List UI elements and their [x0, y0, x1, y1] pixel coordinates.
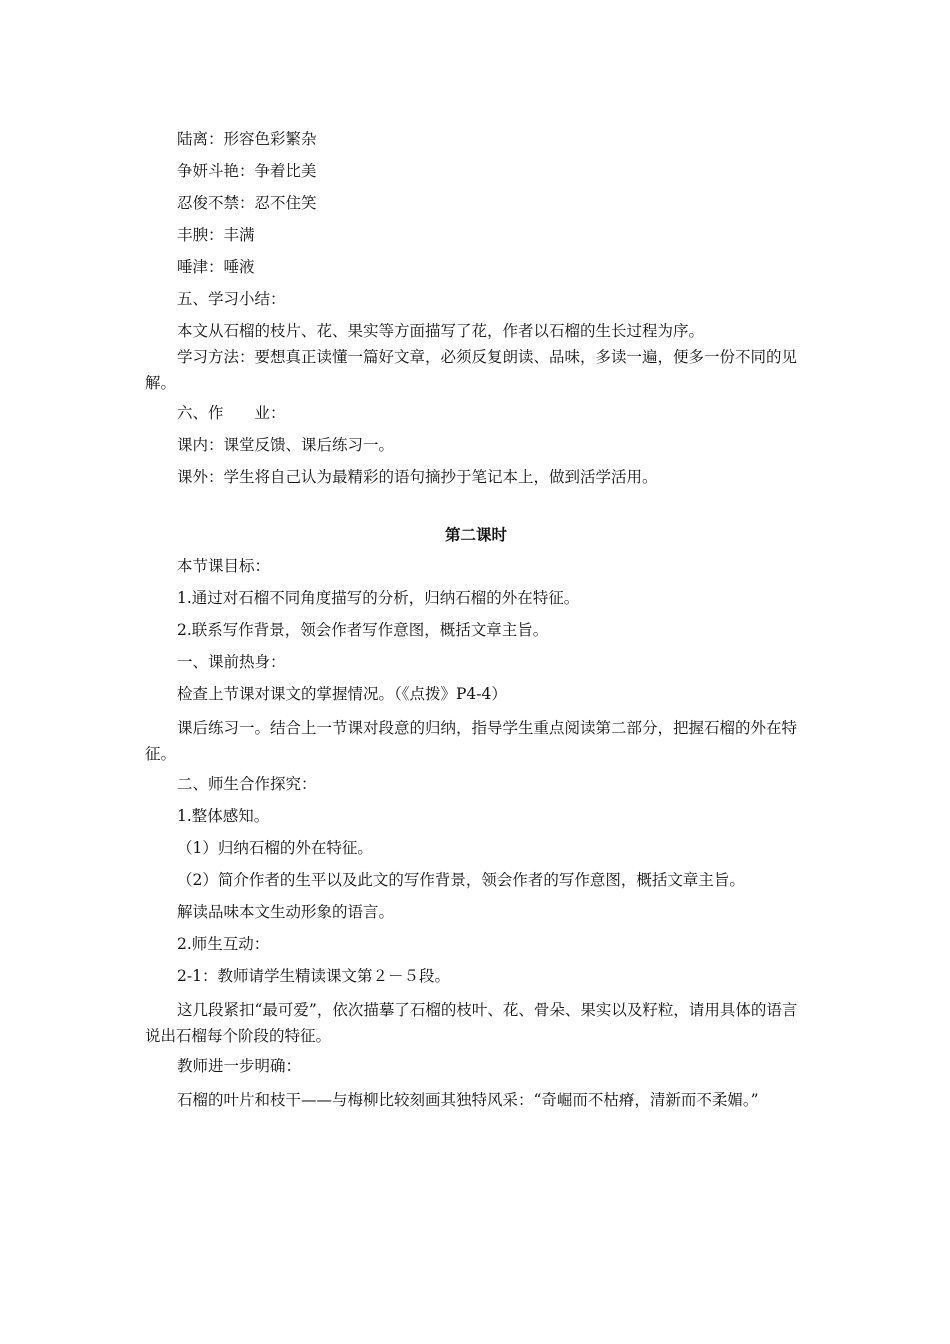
lesson-heading: 第二课时: [444, 526, 507, 544]
warmup-text: 检查上节课对课文的掌握情况。（《点拨》P4-4）: [177, 685, 507, 703]
homework-in: 课内：课堂反馈、课后练习一。: [177, 436, 395, 454]
overall-item: （2）简介作者的生平以及此文的写作背景，领会作者的写作意图，概括文章主旨。: [177, 871, 745, 889]
interpret-text: 解读品味本文生动形象的语言。: [177, 903, 395, 921]
task-text: 这几段紧扣“最可爱”，依次描摹了石榴的枝叶、花、骨朵、果实以及籽粒，请用具体的语言说出石榴每个阶段的特征。: [145, 1001, 798, 1045]
overall-title: 1.整体感知。: [177, 807, 270, 825]
method-text: 学习方法：要想真正读懂一篇好文章，必须反复朗读、品味，多读一遍，便多一份不同的见解。: [145, 348, 798, 392]
leaves-text: 石榴的叶片和枝干——与梅柳比较刻画其独特风采：“奇崛而不枯瘠，清新而不柔媚。”: [177, 1091, 759, 1109]
explore-title: 二、师生合作探究：: [177, 775, 317, 793]
goal-item: 2.联系写作背景，领会作者写作意图，概括文章主旨。: [177, 621, 549, 639]
goals-title: 本节课目标：: [177, 557, 271, 575]
overall-item: （1）归纳石榴的外在特征。: [177, 839, 373, 857]
interaction-title: 2.师生互动：: [177, 935, 270, 953]
summary-title: 五、学习小结：: [177, 290, 286, 308]
vocab-item: 争妍斗艳：争着比美: [177, 162, 317, 180]
summary-text: 本文从石榴的枝片、花、果实等方面描写了花，作者以石榴的生长过程为序。: [177, 322, 705, 340]
exercise-text: 课后练习一。结合上一节课对段意的归纳，指导学生重点阅读第二部分，把握石榴的外在特征。: [145, 719, 798, 763]
homework-title: 六、作 业：: [177, 404, 286, 422]
goal-item: 1.通过对石榴不同角度描写的分析，归纳石榴的外在特征。: [177, 589, 580, 607]
warmup-title: 一、课前热身：: [177, 653, 286, 671]
homework-out: 课外：学生将自己认为最精彩的语句摘抄于笔记本上，做到活学活用。: [177, 468, 658, 486]
vocab-item: 丰腴：丰满: [177, 226, 255, 244]
clarify-title: 教师进一步明确：: [177, 1057, 302, 1075]
task-title: 2-1：教师请学生精读课文第２－５段。: [177, 967, 450, 985]
vocab-item: 唾津：唾液: [177, 258, 255, 276]
vocab-item: 陆离：形容色彩繁杂: [177, 130, 317, 148]
vocab-item: 忍俊不禁：忍不住笑: [177, 194, 317, 212]
document-page: [145, 128, 807, 1119]
